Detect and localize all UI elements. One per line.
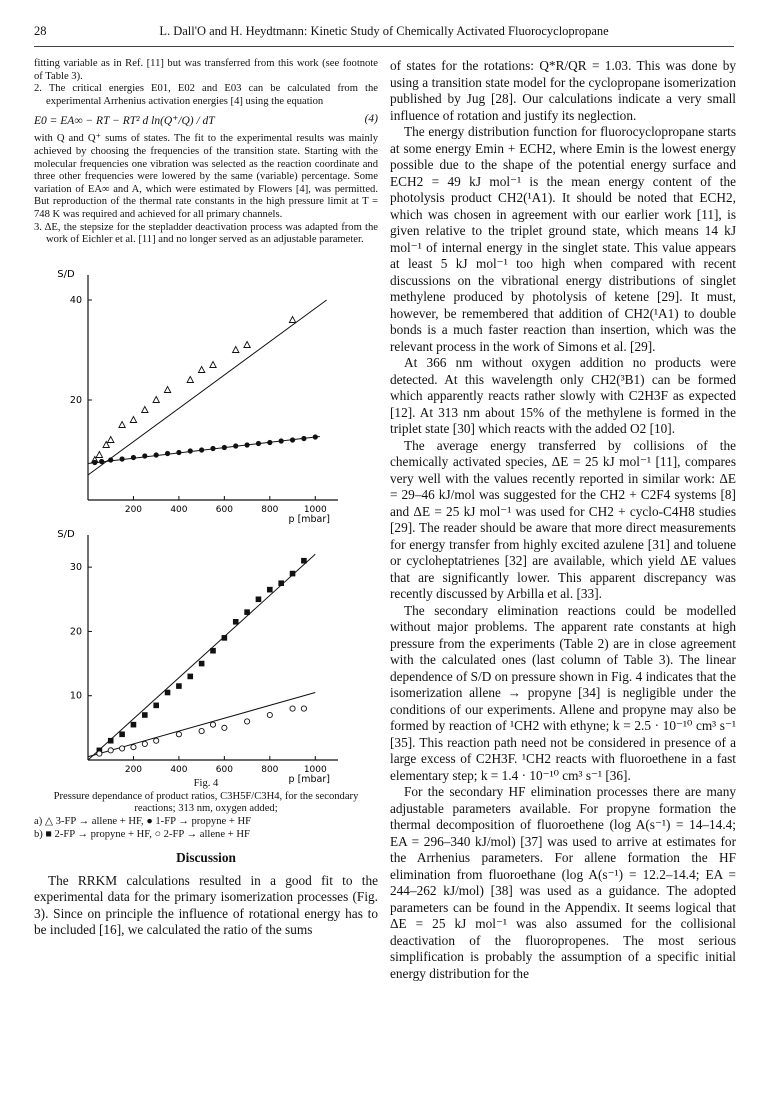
caption-a: a) △ 3-FP → allene + HF, ● 1-FP → propyne + HF — [34, 816, 252, 828]
y-tick-label: 40 — [69, 294, 82, 306]
data-point-triangle — [153, 396, 159, 402]
data-point-square — [244, 609, 250, 615]
data-point-triangle — [187, 376, 193, 382]
data-point-square — [131, 722, 137, 728]
data-point-circle — [210, 722, 215, 727]
data-point-circle — [131, 744, 136, 749]
y-tick-label: 20 — [69, 626, 82, 638]
data-point-circle — [142, 741, 147, 746]
data-point-triangle — [164, 386, 170, 392]
data-point-triangle — [96, 451, 102, 457]
running-title: L. Dall'O and H. Heydtmann: Kinetic Study of Chemically Activated Fluorocyclopropane — [159, 24, 609, 38]
data-point-circle — [301, 706, 306, 711]
data-point-square — [153, 702, 159, 708]
y-tick-label: 10 — [69, 690, 82, 702]
data-point-triangle — [244, 341, 250, 347]
data-point-square — [210, 648, 216, 654]
data-point-square — [108, 738, 114, 744]
y-axis-label: S/D — [57, 268, 75, 280]
data-point-circle — [199, 728, 204, 733]
data-point-dot — [176, 450, 181, 455]
data-point-triangle — [198, 366, 204, 372]
section-heading: Discussion — [176, 849, 236, 865]
data-point-square — [278, 580, 284, 586]
footnote-3: 3. ΔE, the stepsize for the stepladder deactivation process was adapted from the work of Eichler et al. [11] and no longer served as an adjustable parameter. — [34, 221, 378, 246]
y-axis-label: S/D — [57, 528, 75, 540]
data-point-square — [267, 587, 273, 593]
data-point-dot — [279, 438, 284, 443]
x-tick-label: 600 — [215, 764, 233, 775]
data-point-dot — [313, 434, 318, 439]
data-point-circle — [244, 719, 249, 724]
data-point-dot — [267, 440, 272, 445]
data-point-dot — [290, 437, 295, 442]
data-point-dot — [165, 451, 170, 456]
data-point-square — [233, 619, 239, 625]
equation-4 — [34, 113, 378, 127]
data-point-dot — [301, 436, 306, 441]
data-point-circle — [154, 738, 159, 743]
data-point-dot — [142, 453, 147, 458]
x-tick-label: 400 — [170, 764, 188, 775]
data-point-dot — [244, 442, 249, 447]
data-point-dot — [99, 459, 104, 464]
x-tick-label: 200 — [124, 764, 143, 775]
data-point-triangle — [142, 406, 148, 412]
data-point-square — [290, 570, 296, 576]
data-point-circle — [119, 746, 124, 751]
y-tick-label: 20 — [69, 394, 82, 406]
data-point-square — [301, 558, 307, 564]
data-point-dot — [222, 445, 227, 450]
data-point-dot — [119, 456, 124, 461]
figure-label: Fig. 4 — [193, 777, 219, 789]
data-point-triangle — [210, 361, 216, 367]
x-axis-label: p [mbar] — [288, 513, 330, 525]
caption-text: Pressure dependance of product ratios, C3H5F/C3H4, for the secondary reactions; 313 nm, oxygen added; — [53, 790, 359, 815]
data-point-triangle — [233, 346, 239, 352]
figure-caption — [34, 778, 378, 842]
data-point-square — [165, 689, 171, 695]
right-column — [390, 58, 736, 982]
data-point-triangle — [108, 436, 114, 442]
x-tick-label: 200 — [124, 504, 143, 515]
x-axis-label: p [mbar] — [288, 773, 330, 785]
data-point-square — [256, 596, 262, 602]
page-number: 28 — [34, 24, 47, 38]
fit-line — [88, 300, 327, 475]
footnote-2-cont: with Q and Q⁺ sums of states. The fit to the experimental results was mainly achieved by choosing the frequencies of the transition state. Starting with the molecular frequencies one vibration was selected as the reaction coordinate and three other frequencies were lowered by the same (variable) percentage. Some variation of EA∞ and A, which were estimated by Flowers [4], was permitted. But reproduction of the thermal rate constants in the high pressure limit at T = 748 K was required and achieved for all primary channels. — [34, 133, 378, 220]
left-column — [34, 58, 378, 939]
paragraph-3: At 366 nm without oxygen addition no products were detected. At this wavelength only CH2(³B1) can be formed which apparently reacts rather slowly with C2H3F as expected [12]. At 313 nm about 15% of the methylene is formed in the triplet state [30] which reacts with the added O2 [10]. — [390, 355, 736, 436]
x-tick-label: 600 — [215, 504, 233, 515]
data-point-circle — [97, 751, 102, 756]
data-point-dot — [154, 452, 159, 457]
data-point-square — [222, 635, 228, 641]
discussion-paragraph: The RRKM calculations resulted in a good fit to the experimental data for the primary isomerization processes (Fig. 3). Since on principle the influence of rotational energy has to be included [16], we calculated the ratio of the sums — [34, 872, 378, 938]
x-tick-label: 1000 — [303, 764, 327, 775]
data-point-square — [199, 660, 205, 666]
data-point-circle — [267, 712, 272, 717]
caption-b: b) ■ 2-FP → propyne + HF, ○ 2-FP → allene + HF — [34, 828, 250, 840]
data-point-square — [176, 683, 182, 689]
paragraph-6: For the secondary HF elimination processes there are many adjustable parameters available. For propyne formation the thermal decomposition of fluoroethene (log A(s⁻¹) = 14–14.4; EA = 296–340 kJ/mol) [37] was used to arrive at estimates for the Arrhenius parameters. For allene formation the HF elimination from fluoroethane (log A(s⁻¹) = 12.2–14.4; EA = 244–262 kJ/mol) [38] was used as a guidance. The adopted parameters can be found in the Appendix. It seems logical that ΔE = 25 kJ mol⁻¹ was also assumed for the collisional deactivation of the fluoropropenes. The most serious simplification is probably the assumption of a specific initial energy distribution for the — [390, 784, 736, 981]
data-point-triangle — [119, 421, 125, 427]
y-tick-label: 30 — [69, 561, 82, 573]
data-point-square — [142, 712, 148, 718]
data-point-dot — [92, 460, 97, 465]
data-point-dot — [188, 448, 193, 453]
paragraph-4: The average energy transferred by collisions of the chemically activated species, ΔE = 25 kJ mol⁻¹ [11], compares very well with the values recently reported in similar work: ΔE = 29–46 kJ/mol was suggested for the CH2 + C2F4 systems [8] and ΔE = 25 kJ mol⁻¹ was used for CH2 + cyclo-C4H8 studies [29]. The reader should be aware that more direct measurements for energy transfer from highly excited azulene [31] and toluene or cycloheptatrienes [32] are available, which yield ΔE values that are significantly lower. This apparent discrepancy was recently discussed by Arbilla et al. [33]. — [390, 437, 736, 601]
x-tick-label: 400 — [170, 504, 188, 515]
data-point-triangle — [289, 316, 295, 322]
data-point-triangle — [130, 416, 136, 422]
paragraph-2: The energy distribution function for fluorocyclopropane starts at some energy Emin + ECH2, where Emin is the lowest energy possible due to the shape of the potential energy surface and ECH2 = 49 kJ mol⁻¹ is the mean energy content of the photolysis product CH2(¹A1). It should be noted that ECH2, which was chosen in agreement with our earlier work [11], is given relative to the triplet ground state, which means 14 kJ mol⁻¹ of internal energy in the singlet state. This value appears at least 5 kJ mol⁻¹ too high when compared with recent discussions on the vibrational energy distributions of singlet methylene produced by photolysis of ketene [29]. It must, however, be remembered that addition of CH2(¹A1) to double bonds is a much faster reaction than insertion, which was the relevant process in the work of Simons et al. [29]. — [390, 124, 736, 354]
data-point-dot — [256, 441, 261, 446]
data-point-circle — [290, 706, 295, 711]
data-point-dot — [131, 455, 136, 460]
x-tick-label: 800 — [261, 504, 279, 515]
data-point-dot — [108, 457, 113, 462]
equation-body: E0 = EA∞ − RT − RT² d ln(Q⁺/Q) / dT — [34, 115, 215, 128]
data-point-dot — [233, 443, 238, 448]
data-point-square — [187, 673, 193, 679]
data-point-dot — [199, 447, 204, 452]
equation-number: (4) — [364, 113, 378, 126]
footnote-2: 2. The critical energies E01, E02 and E03 can be calculated from the experimental Arrhenius activation energies [4] using the equation — [34, 83, 378, 107]
running-header — [34, 24, 734, 47]
data-point-circle — [108, 747, 113, 752]
paragraph-1: of states for the rotations: Q*R/QR = 1.03. This was done by using a transition state model for the cyclopropane isomerization published by Jug [28]. Our calculations indicate a very small influence of rotation and justify its neglection. — [390, 58, 736, 123]
data-point-square — [119, 731, 125, 737]
x-tick-label: 800 — [261, 764, 279, 775]
x-tick-label: 1000 — [303, 504, 327, 515]
data-point-dot — [210, 446, 215, 451]
footnote-continuation: fitting variable as in Ref. [11] but was transferred from this work (see footnote of Table 3). — [34, 58, 378, 82]
data-point-circle — [222, 725, 227, 730]
data-point-circle — [176, 731, 181, 736]
paragraph-5: The secondary elimination reactions could be modelled without major problems. The apparent rate constants at high pressure from the experiments (Table 2) are in close agreement with the calculated ones (last column of Table 3). The linear dependence of S/D on pressure shown in Fig. 4 indicates that the isomerization allene → propyne [34] is negligible under the conditions of our experiments. Allene and propyne may also be formed by reaction of ¹CH2 with ethyne; k = 2.5 · 10⁻¹⁰ cm³ s⁻¹ [35]. This reaction path need not be considered in presence of a large excess of C2H3F. ¹CH2 reacts with fluoroethene in a fast elementary step; k = 1.4 · 10⁻¹⁰ cm³ s⁻¹ [36]. — [390, 602, 736, 783]
